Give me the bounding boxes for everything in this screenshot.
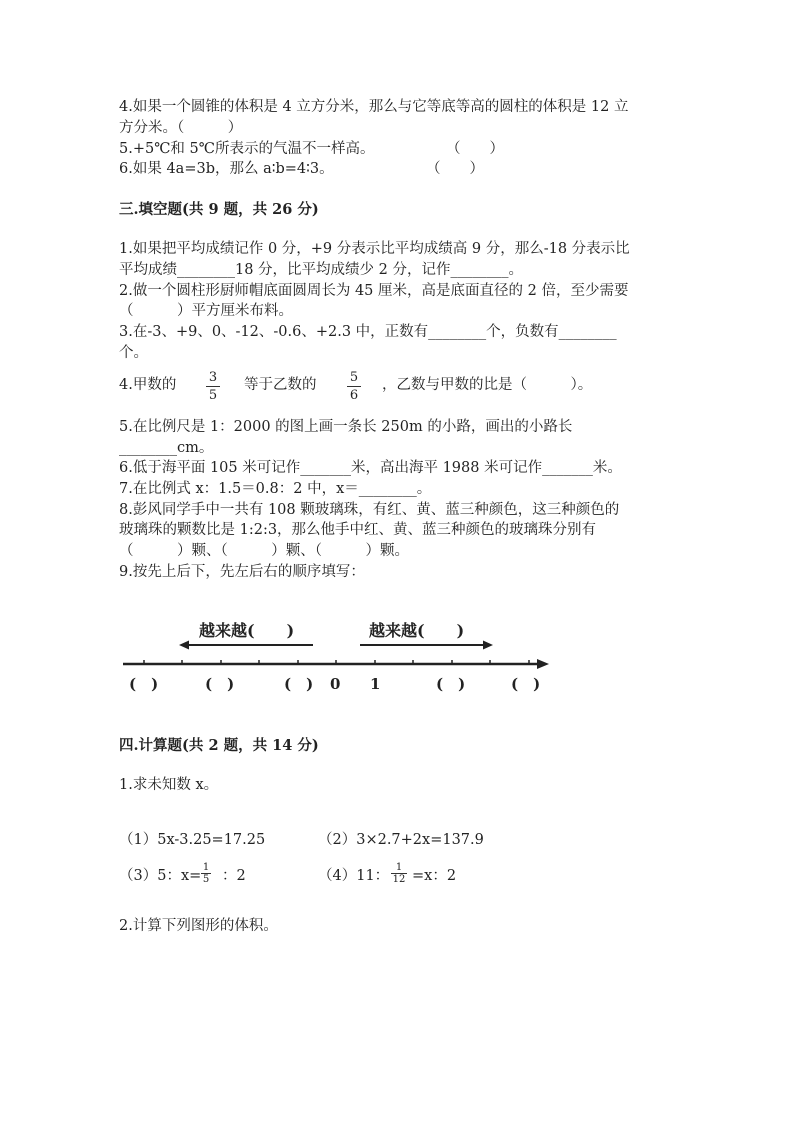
calc-eq-3-prefix: （3）5：x=: [119, 868, 202, 884]
fill-q6: 6.低于海平面 105 米可记作_______米，高出海平 1988 米可记作_______米。: [119, 460, 622, 476]
fill-q3-line2: 个。: [119, 345, 148, 361]
fraction-denominator: 12: [392, 874, 406, 885]
fraction-numerator: 3: [208, 370, 218, 385]
calc-q1: 1.求未知数 x。: [119, 777, 219, 793]
blank-3: ( ): [284, 675, 314, 693]
fraction-numerator: 1: [202, 862, 210, 873]
judge-q6: 6.如果 4a=3b，那么 a∶b=4∶3。: [119, 161, 334, 177]
judge-q5: 5.+5℃和 5℃所表示的气温不一样高。: [119, 141, 375, 157]
axis-arrowhead: [537, 659, 549, 669]
fraction-numerator: 5: [349, 370, 359, 385]
fraction-denominator: 5: [208, 388, 218, 403]
calc-eq-4-suffix: =x：2: [412, 868, 457, 884]
judge-q6-blank: （ ）: [426, 161, 484, 177]
blank-2: ( ): [205, 675, 235, 693]
calc-eq-1: （1）5x-3.25=17.25: [119, 832, 266, 848]
fill-q4-fraction-2: [347, 370, 361, 403]
fill-q4-prefix: 4.甲数的: [119, 377, 177, 393]
fill-q5-line2: ________cm。: [119, 440, 214, 456]
calc-eq-3-fraction: [201, 862, 211, 885]
blank-1: ( ): [129, 675, 159, 693]
fraction-denominator: 5: [202, 874, 210, 885]
blank-5: ( ): [511, 675, 541, 693]
fill-q2-line1: 2.做一个圆柱形厨师帽底面圆周长为 45 厘米，高是底面直径的 2 倍，至少需要: [119, 283, 629, 299]
left-arrow-head: [179, 641, 189, 650]
fill-q2-line2: （ ）平方厘米布料。: [119, 303, 293, 319]
judge-q4-line1: 4.如果一个圆锥的体积是 4 立方分米，那么与它等底等高的圆柱的体积是 12 立: [119, 99, 629, 115]
fraction-denominator: 6: [349, 388, 359, 403]
judge-q5-blank: （ ）: [446, 141, 504, 157]
fill-q8-line2: 玻璃珠的颗数比是 1:2:3，那么他手中红、黄、蓝三种颜色的玻璃珠分别有: [119, 522, 597, 538]
right-arrow-head: [483, 641, 493, 650]
fill-q9: 9.按先上后下，先左后右的顺序填写：: [119, 564, 365, 580]
calc-eq-4-prefix: （4）11：: [318, 868, 390, 884]
left-arrow-label: 越来越( ): [199, 621, 295, 640]
fill-q4-suffix: ，乙数与甲数的比是（ ）。: [382, 377, 593, 393]
fill-q1-line1: 1.如果把平均成绩记作 0 分，+9 分表示比平均成绩高 9 分，那么-18 分表示比: [119, 241, 630, 257]
fill-q7: 7.在比例式 x：1.5＝0.8：2 中，x＝________。: [119, 481, 432, 497]
calc-eq-2: （2）3×2.7+2x=137.9: [318, 832, 484, 848]
fill-q1-line2: 平均成绩________18 分，比平均成绩少 2 分，记作________。: [119, 262, 524, 278]
judge-q4-line2: 方分米。（ ）: [119, 120, 243, 136]
label-one: 1: [370, 675, 381, 693]
fraction-numerator: 1: [395, 862, 403, 873]
fill-q4-middle: 等于乙数的: [244, 377, 317, 393]
calc-eq-4-fraction: [391, 862, 407, 885]
label-zero: 0: [330, 675, 341, 693]
calc-q2: 2.计算下列图形的体积。: [119, 918, 278, 934]
calc-eq-3-suffix: ：2: [222, 868, 246, 884]
right-arrow-label: 越来越( ): [369, 621, 465, 640]
fill-q3-line1: 3.在-3、+9、0、-12、-0.6、+2.3 中，正数有________个，负数有________: [119, 324, 617, 340]
blank-4: ( ): [436, 675, 466, 693]
fill-q4-fraction-1: [206, 370, 220, 403]
number-line-figure: [115, 612, 555, 702]
fill-section-heading: 三.填空题(共 9 题，共 26 分): [119, 201, 319, 218]
calc-section-heading: 四.计算题(共 2 题，共 14 分): [119, 737, 319, 754]
fill-q8-line1: 8.彭风同学手中一共有 108 颗玻璃珠，有红、黄、蓝三种颜色，这三种颜色的: [119, 502, 620, 518]
fill-q8-line3: （ ）颗、（ ）颗、（ ）颗。: [119, 543, 409, 559]
fill-q5-line1: 5.在比例尺是 1：2000 的图上画一条长 250m 的小路，画出的小路长: [119, 419, 573, 435]
